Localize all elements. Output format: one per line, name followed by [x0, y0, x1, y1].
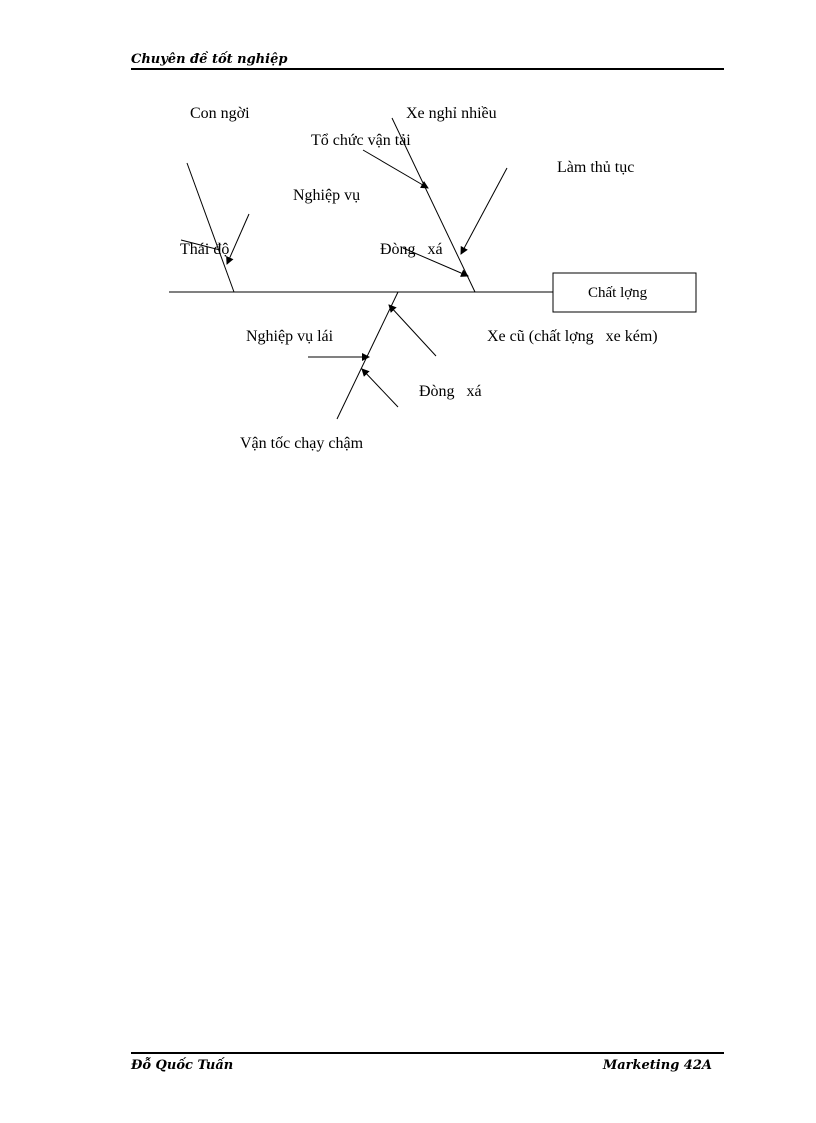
label-to-chuc-van-tai: Tổ chức vận tải [311, 132, 411, 149]
sub-arrow-thai-do [227, 214, 249, 264]
effect-label: Chất lợng [588, 285, 648, 301]
label-xe-cu: Xe cũ (chất lợng xe kém) [487, 328, 658, 345]
label-thai-do: Thái độ [180, 241, 230, 258]
sub-arrow-lam-thu-tuc [461, 168, 507, 254]
bone-con-nguoi [187, 163, 234, 292]
label-nghiep-vu-lai: Nghiệp vụ lái [246, 328, 334, 345]
label-dong-xa-bottom: Đòng xá [419, 383, 482, 400]
footer-class: Marketing 42A [602, 1058, 712, 1073]
label-dong-xa-top: Đòng xá [380, 241, 443, 258]
bone-van-toc [337, 292, 398, 419]
label-lam-thu-tuc: Làm thủ tục [557, 159, 635, 176]
label-xe-nghi-nhieu: Xe nghỉ nhiều [406, 105, 497, 122]
sub-arrow-xe-cu [389, 305, 436, 356]
sub-arrow-dong-xa-bottom [362, 369, 398, 407]
header-title: Chuyên đề tốt nghiệp [131, 52, 288, 67]
label-con-nguoi: Con ngời [190, 105, 250, 122]
footer-author: Đỗ Quốc Tuấn [131, 1058, 234, 1073]
label-nghiep-vu: Nghiệp vụ [293, 187, 361, 204]
footer-rule [131, 1052, 724, 1054]
sub-arrow-to-chuc-van-tai [363, 150, 428, 188]
label-van-toc: Vận tốc chạy chậm [240, 435, 364, 452]
